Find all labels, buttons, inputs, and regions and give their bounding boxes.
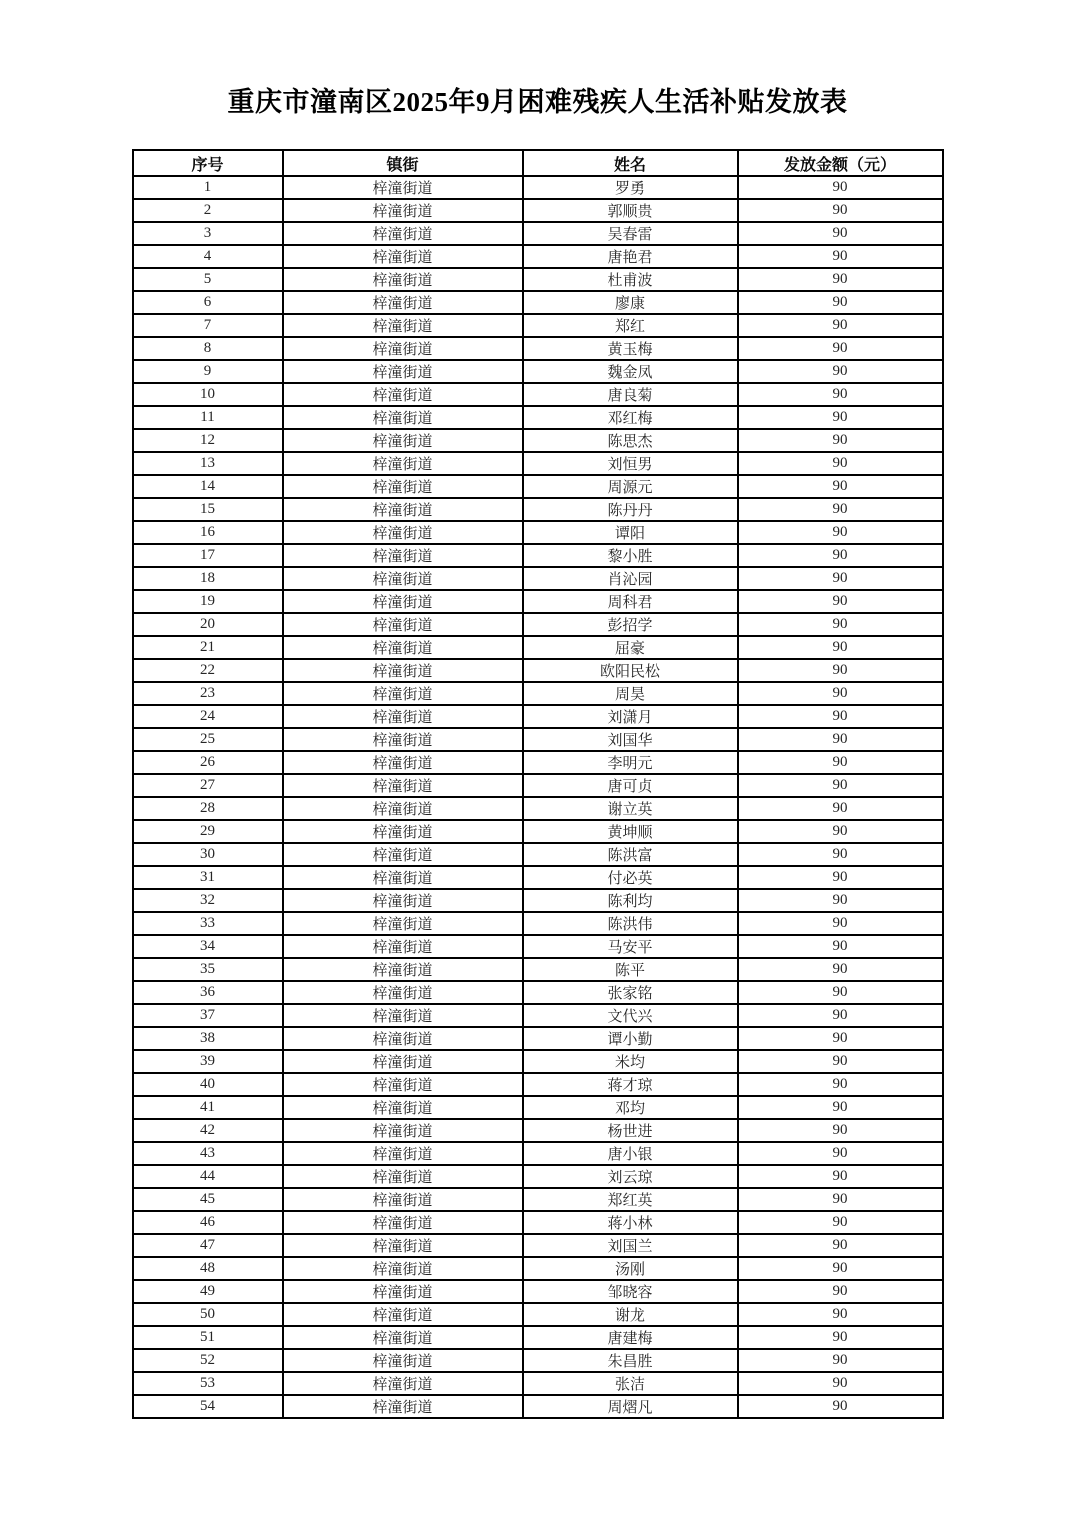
amount-cell: 90: [738, 820, 943, 843]
amount-cell: 90: [738, 981, 943, 1004]
amount-cell: 90: [738, 751, 943, 774]
name-cell: 陈利均: [523, 889, 738, 912]
serial-number-cell: 2: [133, 199, 283, 222]
town-street-cell: 梓潼街道: [283, 797, 523, 820]
serial-number-cell: 10: [133, 383, 283, 406]
amount-cell: 90: [738, 452, 943, 475]
town-street-cell: 梓潼街道: [283, 981, 523, 1004]
name-cell: 文代兴: [523, 1004, 738, 1027]
town-street-cell: 梓潼街道: [283, 613, 523, 636]
name-cell: 刘云琼: [523, 1165, 738, 1188]
amount-cell: 90: [738, 705, 943, 728]
town-street-cell: 梓潼街道: [283, 406, 523, 429]
town-street-cell: 梓潼街道: [283, 452, 523, 475]
serial-number-cell: 27: [133, 774, 283, 797]
table-row: [133, 751, 943, 774]
serial-number-cell: 34: [133, 935, 283, 958]
amount-cell: 90: [738, 1027, 943, 1050]
town-street-cell: 梓潼街道: [283, 1211, 523, 1234]
name-cell: 黄玉梅: [523, 337, 738, 360]
serial-number-cell: 30: [133, 843, 283, 866]
table-row: [133, 1211, 943, 1234]
amount-cell: 90: [738, 567, 943, 590]
amount-cell: 90: [738, 590, 943, 613]
name-cell: 郑红: [523, 314, 738, 337]
amount-cell: 90: [738, 659, 943, 682]
table-row: [133, 935, 943, 958]
table-row: [133, 659, 943, 682]
amount-cell: 90: [738, 199, 943, 222]
town-street-cell: 梓潼街道: [283, 1050, 523, 1073]
serial-number-cell: 33: [133, 912, 283, 935]
name-cell: 邓均: [523, 1096, 738, 1119]
town-street-cell: 梓潼街道: [283, 889, 523, 912]
table-row: [133, 1326, 943, 1349]
table-row: [133, 912, 943, 935]
amount-cell: 90: [738, 1119, 943, 1142]
amount-cell: 90: [738, 314, 943, 337]
town-street-cell: 梓潼街道: [283, 728, 523, 751]
serial-number-cell: 23: [133, 682, 283, 705]
name-cell: 郭顺贵: [523, 199, 738, 222]
table-row: [133, 981, 943, 1004]
table-row: [133, 1303, 943, 1326]
town-street-cell: 梓潼街道: [283, 1119, 523, 1142]
town-street-cell: 梓潼街道: [283, 590, 523, 613]
amount-cell: 90: [738, 797, 943, 820]
serial-number-cell: 46: [133, 1211, 283, 1234]
town-street-cell: 梓潼街道: [283, 1257, 523, 1280]
town-street-cell: 梓潼街道: [283, 1349, 523, 1372]
name-cell: 陈丹丹: [523, 498, 738, 521]
header-amount-yuan: 发放金额（元）: [738, 150, 943, 176]
table-row: [133, 291, 943, 314]
name-cell: 唐艳君: [523, 245, 738, 268]
serial-number-cell: 54: [133, 1395, 283, 1418]
amount-cell: 90: [738, 245, 943, 268]
name-cell: 邹晓容: [523, 1280, 738, 1303]
serial-number-cell: 49: [133, 1280, 283, 1303]
table-row: [133, 889, 943, 912]
table-row: [133, 521, 943, 544]
name-cell: 马安平: [523, 935, 738, 958]
name-cell: 唐建梅: [523, 1326, 738, 1349]
town-street-cell: 梓潼街道: [283, 659, 523, 682]
table-row: [133, 567, 943, 590]
name-cell: 罗勇: [523, 176, 738, 199]
town-street-cell: 梓潼街道: [283, 199, 523, 222]
amount-cell: 90: [738, 498, 943, 521]
serial-number-cell: 9: [133, 360, 283, 383]
table-row: [133, 222, 943, 245]
town-street-cell: 梓潼街道: [283, 544, 523, 567]
name-cell: 唐可贞: [523, 774, 738, 797]
table-row: [133, 1165, 943, 1188]
amount-cell: 90: [738, 1395, 943, 1418]
town-street-cell: 梓潼街道: [283, 1303, 523, 1326]
name-cell: 杜甫波: [523, 268, 738, 291]
serial-number-cell: 35: [133, 958, 283, 981]
serial-number-cell: 4: [133, 245, 283, 268]
header-serial-number: 序号: [133, 150, 283, 176]
serial-number-cell: 52: [133, 1349, 283, 1372]
serial-number-cell: 26: [133, 751, 283, 774]
name-cell: 陈洪伟: [523, 912, 738, 935]
table-row: [133, 245, 943, 268]
amount-cell: 90: [738, 935, 943, 958]
serial-number-cell: 32: [133, 889, 283, 912]
name-cell: 蒋才琼: [523, 1073, 738, 1096]
name-cell: 杨世进: [523, 1119, 738, 1142]
serial-number-cell: 47: [133, 1234, 283, 1257]
town-street-cell: 梓潼街道: [283, 222, 523, 245]
name-cell: 谢龙: [523, 1303, 738, 1326]
town-street-cell: 梓潼街道: [283, 843, 523, 866]
amount-cell: 90: [738, 1303, 943, 1326]
serial-number-cell: 43: [133, 1142, 283, 1165]
name-cell: 陈洪富: [523, 843, 738, 866]
town-street-cell: 梓潼街道: [283, 1165, 523, 1188]
town-street-cell: 梓潼街道: [283, 866, 523, 889]
name-cell: 黄坤顺: [523, 820, 738, 843]
name-cell: 陈思杰: [523, 429, 738, 452]
table-row: [133, 866, 943, 889]
serial-number-cell: 1: [133, 176, 283, 199]
serial-number-cell: 48: [133, 1257, 283, 1280]
table-row: [133, 1142, 943, 1165]
amount-cell: 90: [738, 774, 943, 797]
town-street-cell: 梓潼街道: [283, 337, 523, 360]
serial-number-cell: 45: [133, 1188, 283, 1211]
table-row: [133, 1119, 943, 1142]
name-cell: 张家铭: [523, 981, 738, 1004]
amount-cell: 90: [738, 1096, 943, 1119]
amount-cell: 90: [738, 889, 943, 912]
name-cell: 彭招学: [523, 613, 738, 636]
serial-number-cell: 51: [133, 1326, 283, 1349]
serial-number-cell: 29: [133, 820, 283, 843]
amount-cell: 90: [738, 728, 943, 751]
serial-number-cell: 31: [133, 866, 283, 889]
amount-cell: 90: [738, 843, 943, 866]
name-cell: 陈平: [523, 958, 738, 981]
table-body: [133, 176, 943, 1418]
serial-number-cell: 20: [133, 613, 283, 636]
amount-cell: 90: [738, 1326, 943, 1349]
table-row: [133, 774, 943, 797]
table-row: [133, 199, 943, 222]
town-street-cell: 梓潼街道: [283, 1188, 523, 1211]
serial-number-cell: 41: [133, 1096, 283, 1119]
amount-cell: 90: [738, 1211, 943, 1234]
town-street-cell: 梓潼街道: [283, 1142, 523, 1165]
name-cell: 刘国兰: [523, 1234, 738, 1257]
name-cell: 刘潇月: [523, 705, 738, 728]
town-street-cell: 梓潼街道: [283, 383, 523, 406]
table-row: [133, 337, 943, 360]
table-row: [133, 1004, 943, 1027]
table-row: [133, 1257, 943, 1280]
name-cell: 谢立英: [523, 797, 738, 820]
serial-number-cell: 22: [133, 659, 283, 682]
serial-number-cell: 3: [133, 222, 283, 245]
serial-number-cell: 42: [133, 1119, 283, 1142]
table-row: [133, 705, 943, 728]
amount-cell: 90: [738, 636, 943, 659]
serial-number-cell: 16: [133, 521, 283, 544]
serial-number-cell: 24: [133, 705, 283, 728]
amount-cell: 90: [738, 1349, 943, 1372]
table-row: [133, 268, 943, 291]
serial-number-cell: 50: [133, 1303, 283, 1326]
name-cell: 邓红梅: [523, 406, 738, 429]
table-row: [133, 406, 943, 429]
table-row: [133, 544, 943, 567]
town-street-cell: 梓潼街道: [283, 268, 523, 291]
town-street-cell: 梓潼街道: [283, 1004, 523, 1027]
town-street-cell: 梓潼街道: [283, 1372, 523, 1395]
serial-number-cell: 37: [133, 1004, 283, 1027]
serial-number-cell: 18: [133, 567, 283, 590]
name-cell: 付必英: [523, 866, 738, 889]
town-street-cell: 梓潼街道: [283, 935, 523, 958]
amount-cell: 90: [738, 1257, 943, 1280]
amount-cell: 90: [738, 1188, 943, 1211]
table-row: [133, 636, 943, 659]
amount-cell: 90: [738, 176, 943, 199]
town-street-cell: 梓潼街道: [283, 314, 523, 337]
table-row: [133, 820, 943, 843]
amount-cell: 90: [738, 337, 943, 360]
serial-number-cell: 36: [133, 981, 283, 1004]
town-street-cell: 梓潼街道: [283, 682, 523, 705]
serial-number-cell: 14: [133, 475, 283, 498]
table-row: [133, 728, 943, 751]
amount-cell: 90: [738, 958, 943, 981]
table-header-row: [133, 150, 943, 176]
town-street-cell: 梓潼街道: [283, 820, 523, 843]
serial-number-cell: 21: [133, 636, 283, 659]
amount-cell: 90: [738, 291, 943, 314]
town-street-cell: 梓潼街道: [283, 475, 523, 498]
name-cell: 张洁: [523, 1372, 738, 1395]
name-cell: 唐小银: [523, 1142, 738, 1165]
serial-number-cell: 40: [133, 1073, 283, 1096]
name-cell: 蒋小林: [523, 1211, 738, 1234]
table-row: [133, 590, 943, 613]
town-street-cell: 梓潼街道: [283, 705, 523, 728]
town-street-cell: 梓潼街道: [283, 245, 523, 268]
table-row: [133, 1027, 943, 1050]
town-street-cell: 梓潼街道: [283, 912, 523, 935]
serial-number-cell: 11: [133, 406, 283, 429]
table-row: [133, 1349, 943, 1372]
town-street-cell: 梓潼街道: [283, 429, 523, 452]
table-row: [133, 498, 943, 521]
amount-cell: 90: [738, 1142, 943, 1165]
table-row: [133, 475, 943, 498]
town-street-cell: 梓潼街道: [283, 498, 523, 521]
serial-number-cell: 53: [133, 1372, 283, 1395]
amount-cell: 90: [738, 1234, 943, 1257]
serial-number-cell: 7: [133, 314, 283, 337]
name-cell: 朱昌胜: [523, 1349, 738, 1372]
amount-cell: 90: [738, 383, 943, 406]
subsidy-table: [132, 149, 944, 1419]
town-street-cell: 梓潼街道: [283, 1234, 523, 1257]
town-street-cell: 梓潼街道: [283, 1096, 523, 1119]
header-name: 姓名: [523, 150, 738, 176]
table-row: [133, 1280, 943, 1303]
name-cell: 魏金凤: [523, 360, 738, 383]
town-street-cell: 梓潼街道: [283, 958, 523, 981]
amount-cell: 90: [738, 682, 943, 705]
serial-number-cell: 12: [133, 429, 283, 452]
name-cell: 周源元: [523, 475, 738, 498]
serial-number-cell: 15: [133, 498, 283, 521]
table-row: [133, 314, 943, 337]
amount-cell: 90: [738, 1073, 943, 1096]
serial-number-cell: 5: [133, 268, 283, 291]
table-row: [133, 176, 943, 199]
name-cell: 吴春雷: [523, 222, 738, 245]
name-cell: 郑红英: [523, 1188, 738, 1211]
amount-cell: 90: [738, 268, 943, 291]
name-cell: 周熠凡: [523, 1395, 738, 1418]
table-row: [133, 1073, 943, 1096]
amount-cell: 90: [738, 475, 943, 498]
table-row: [133, 682, 943, 705]
name-cell: 米均: [523, 1050, 738, 1073]
town-street-cell: 梓潼街道: [283, 774, 523, 797]
name-cell: 屈豪: [523, 636, 738, 659]
table-row: [133, 1234, 943, 1257]
document-title: 重庆市潼南区2025年9月困难残疾人生活补贴发放表: [227, 87, 848, 117]
table-row: [133, 958, 943, 981]
amount-cell: 90: [738, 1372, 943, 1395]
amount-cell: 90: [738, 222, 943, 245]
name-cell: 周昊: [523, 682, 738, 705]
header-town-street: 镇街: [283, 150, 523, 176]
serial-number-cell: 28: [133, 797, 283, 820]
town-street-cell: 梓潼街道: [283, 1073, 523, 1096]
amount-cell: 90: [738, 1050, 943, 1073]
name-cell: 肖沁园: [523, 567, 738, 590]
name-cell: 刘恒男: [523, 452, 738, 475]
table-row: [133, 429, 943, 452]
town-street-cell: 梓潼街道: [283, 360, 523, 383]
table-row: [133, 360, 943, 383]
town-street-cell: 梓潼街道: [283, 1027, 523, 1050]
table-row: [133, 1372, 943, 1395]
serial-number-cell: 8: [133, 337, 283, 360]
town-street-cell: 梓潼街道: [283, 521, 523, 544]
serial-number-cell: 39: [133, 1050, 283, 1073]
amount-cell: 90: [738, 406, 943, 429]
amount-cell: 90: [738, 613, 943, 636]
name-cell: 黎小胜: [523, 544, 738, 567]
table-row: [133, 613, 943, 636]
town-street-cell: 梓潼街道: [283, 1395, 523, 1418]
name-cell: 欧阳民松: [523, 659, 738, 682]
name-cell: 周科君: [523, 590, 738, 613]
serial-number-cell: 25: [133, 728, 283, 751]
table-row: [133, 797, 943, 820]
amount-cell: 90: [738, 544, 943, 567]
town-street-cell: 梓潼街道: [283, 636, 523, 659]
name-cell: 唐良菊: [523, 383, 738, 406]
table-row: [133, 452, 943, 475]
town-street-cell: 梓潼街道: [283, 1326, 523, 1349]
serial-number-cell: 38: [133, 1027, 283, 1050]
amount-cell: 90: [738, 429, 943, 452]
town-street-cell: 梓潼街道: [283, 1280, 523, 1303]
name-cell: 谭阳: [523, 521, 738, 544]
town-street-cell: 梓潼街道: [283, 176, 523, 199]
amount-cell: 90: [738, 360, 943, 383]
town-street-cell: 梓潼街道: [283, 751, 523, 774]
table-row: [133, 1096, 943, 1119]
serial-number-cell: 13: [133, 452, 283, 475]
amount-cell: 90: [738, 1165, 943, 1188]
serial-number-cell: 44: [133, 1165, 283, 1188]
name-cell: 刘国华: [523, 728, 738, 751]
serial-number-cell: 6: [133, 291, 283, 314]
name-cell: 汤刚: [523, 1257, 738, 1280]
table-row: [133, 1188, 943, 1211]
table-row: [133, 1050, 943, 1073]
table-row: [133, 843, 943, 866]
amount-cell: 90: [738, 912, 943, 935]
table-row: [133, 1395, 943, 1418]
serial-number-cell: 19: [133, 590, 283, 613]
amount-cell: 90: [738, 866, 943, 889]
table-row: [133, 383, 943, 406]
town-street-cell: 梓潼街道: [283, 291, 523, 314]
amount-cell: 90: [738, 521, 943, 544]
serial-number-cell: 17: [133, 544, 283, 567]
town-street-cell: 梓潼街道: [283, 567, 523, 590]
name-cell: 廖康: [523, 291, 738, 314]
name-cell: 谭小勤: [523, 1027, 738, 1050]
name-cell: 李明元: [523, 751, 738, 774]
amount-cell: 90: [738, 1280, 943, 1303]
amount-cell: 90: [738, 1004, 943, 1027]
